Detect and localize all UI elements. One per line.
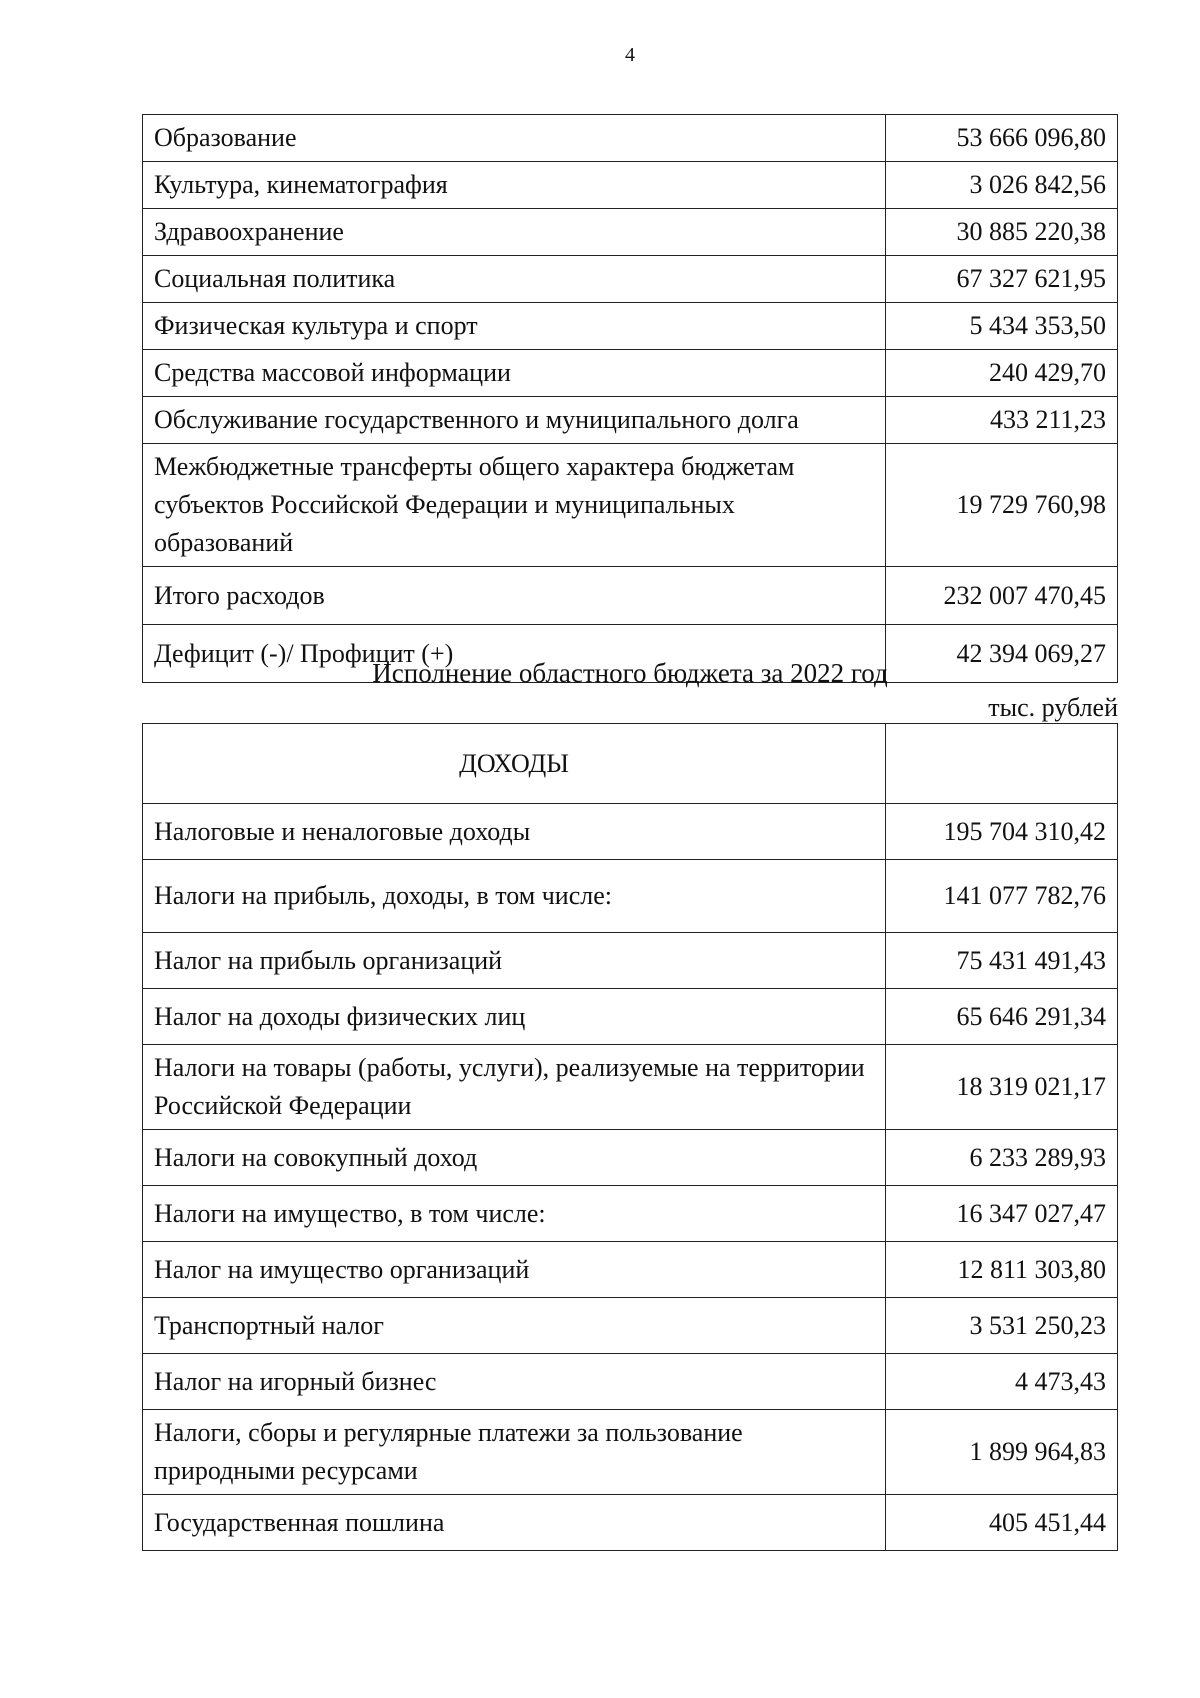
table-row [143,444,1118,567]
row-value: 6 233 289,93 [886,1130,1118,1186]
row-value: 67 327 621,95 [886,256,1118,303]
row-name: Транспортный налог [143,1298,886,1354]
table-row [143,256,1118,303]
section-title: Исполнение областного бюджета за 2022 год [372,658,888,688]
row-value: 75 431 491,43 [886,933,1118,989]
table-row [143,397,1118,444]
table-row [143,989,1118,1045]
row-name: Налог на прибыль организаций [143,933,886,989]
row-value: 30 885 220,38 [886,209,1118,256]
row-name: Средства массовой информации [143,350,886,397]
table-row [143,1186,1118,1242]
row-name: Налоги на имущество, в том числе: [143,1186,886,1242]
row-value: 18 319 021,17 [886,1045,1118,1130]
row-value: 141 077 782,76 [886,860,1118,933]
row-name: Налоги на прибыль, доходы, в том числе: [143,860,886,933]
row-value: 1 899 964,83 [886,1410,1118,1495]
row-value: 65 646 291,34 [886,989,1118,1045]
row-name: Налог на имущество организаций [143,1242,886,1298]
header-cell: ДОХОДЫ [143,724,886,804]
row-value: 42 394 069,27 [886,625,1118,683]
table-row [143,1130,1118,1186]
expenses-table [142,114,1118,683]
row-name: Социальная политика [143,256,886,303]
row-name: Налоговые и неналоговые доходы [143,804,886,860]
row-name: Налоги, сборы и регулярные платежи за пользование природными ресурсами [143,1410,886,1495]
row-value: 16 347 027,47 [886,1186,1118,1242]
row-value: 195 704 310,42 [886,804,1118,860]
row-value: 4 473,43 [886,1354,1118,1410]
row-value: 53 666 096,80 [886,115,1118,162]
table-row [143,1045,1118,1130]
table-row [143,209,1118,256]
row-name: Налог на доходы физических лиц [143,989,886,1045]
table-row [143,1242,1118,1298]
table-header-row [143,724,1118,804]
table-row [143,1298,1118,1354]
table-row [143,1495,1118,1551]
row-name: Государственная пошлина [143,1495,886,1551]
table-row [143,860,1118,933]
table-row [143,567,1118,625]
table-row [143,162,1118,209]
row-value: 240 429,70 [886,350,1118,397]
income-table [142,723,1118,1551]
row-name: Итого расходов [143,567,886,625]
row-value: 3 026 842,56 [886,162,1118,209]
table-row [143,350,1118,397]
row-name: Дефицит (-)/ Профицит (+) [143,625,886,683]
row-name: Межбюджетные трансферты общего характера бюджетам субъектов Российской Федерации и муниципальных образований [143,444,886,567]
row-name: Налоги на совокупный доход [143,1130,886,1186]
header-value-cell [886,724,1118,804]
units-label: тыс. рублей [988,693,1118,722]
row-value: 12 811 303,80 [886,1242,1118,1298]
row-name: Образование [143,115,886,162]
table-row [143,303,1118,350]
row-value: 232 007 470,45 [886,567,1118,625]
row-name: Обслуживание государственного и муниципального долга [143,397,886,444]
row-value: 19 729 760,98 [886,444,1118,567]
row-value: 405 451,44 [886,1495,1118,1551]
row-name: Налоги на товары (работы, услуги), реализуемые на территории Российской Федерации [143,1045,886,1130]
table-row [143,804,1118,860]
table-row [143,933,1118,989]
row-name: Культура, кинематография [143,162,886,209]
row-value: 433 211,23 [886,397,1118,444]
row-name: Физическая культура и спорт [143,303,886,350]
row-name: Налог на игорный бизнес [143,1354,886,1410]
row-value: 3 531 250,23 [886,1298,1118,1354]
row-name: Здравоохранение [143,209,886,256]
table-row [143,115,1118,162]
row-value: 5 434 353,50 [886,303,1118,350]
page-number: 4 [625,44,635,66]
table-row [143,1354,1118,1410]
table-row [143,1410,1118,1495]
